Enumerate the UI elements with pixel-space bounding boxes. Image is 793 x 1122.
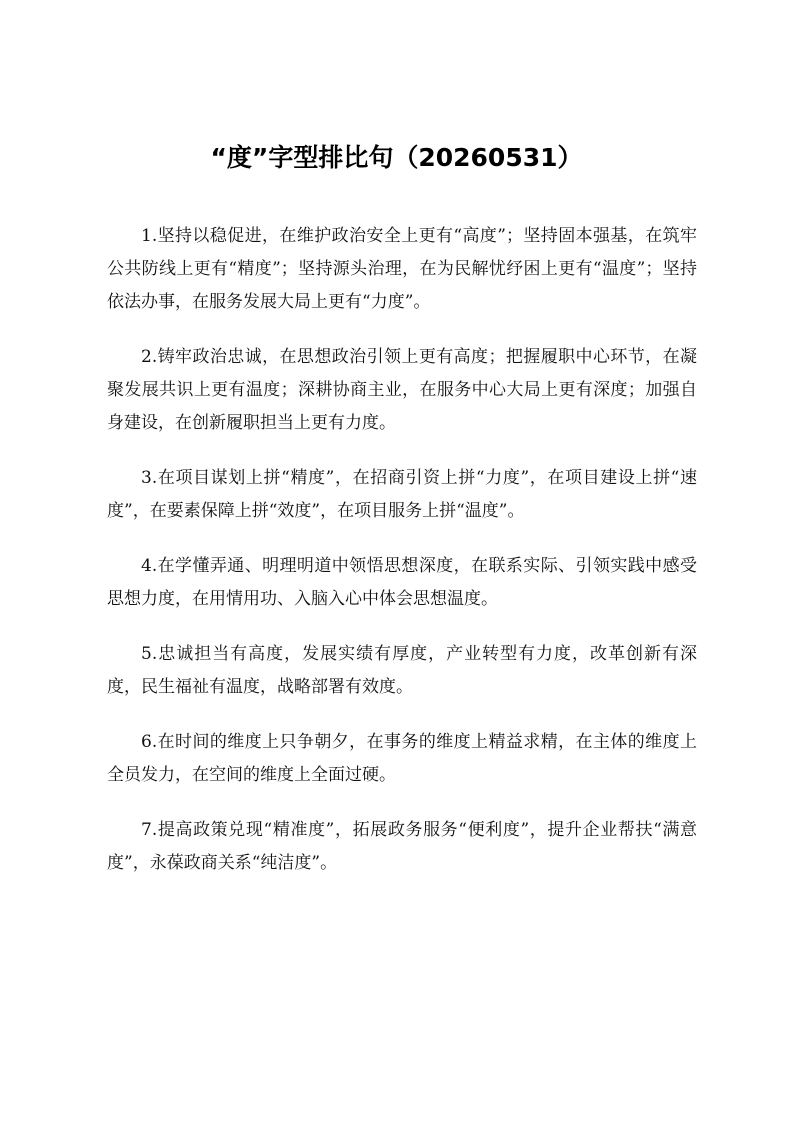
document-body (107, 220, 697, 902)
paragraph-3: 3.在项目谋划上拼“精度”，在招商引资上拼“力度”，在项目建设上拼“速度”，在要素保障上拼“效度”，在项目服务上拼“温度”。 (107, 468, 697, 521)
paragraph-4: 4.在学懂弄通、明理明道中领悟思想深度，在联系实际、引领实践中感受思想力度，在用情用功、入脑入心中体会思想温度。 (107, 556, 697, 609)
paragraph-5: 5.忠诚担当有高度，发展实绩有厚度，产业转型有力度，改革创新有深度，民生福祉有温度，战略部署有效度。 (107, 644, 697, 697)
paragraph-1: 1.坚持以稳促进，在维护政治安全上更有“高度”；坚持固本强基，在筑牢公共防线上更有“精度”；坚持源头治理，在为民解忧纾困上更有“温度”；坚持依法办事，在服务发展大局上更有“力度”。 (107, 226, 697, 312)
document-title: “度”字型排比句（20260531） (210, 143, 583, 172)
paragraph-6: 6.在时间的维度上只争朝夕，在事务的维度上精益求精，在主体的维度上全员发力，在空间的维度上全面过硬。 (107, 732, 697, 785)
paragraph-7: 7.提高政策兑现“精准度”，拓展政务服务“便利度”，提升企业帮扶“满意度”，永葆政商关系“纯洁度”。 (107, 820, 697, 873)
paragraph-2: 2.铸牢政治忠诚，在思想政治引领上更有高度；把握履职中心环节，在凝聚发展共识上更有温度；深耕协商主业，在服务中心大局上更有深度；加强自身建设，在创新履职担当上更有力度。 (107, 347, 697, 433)
